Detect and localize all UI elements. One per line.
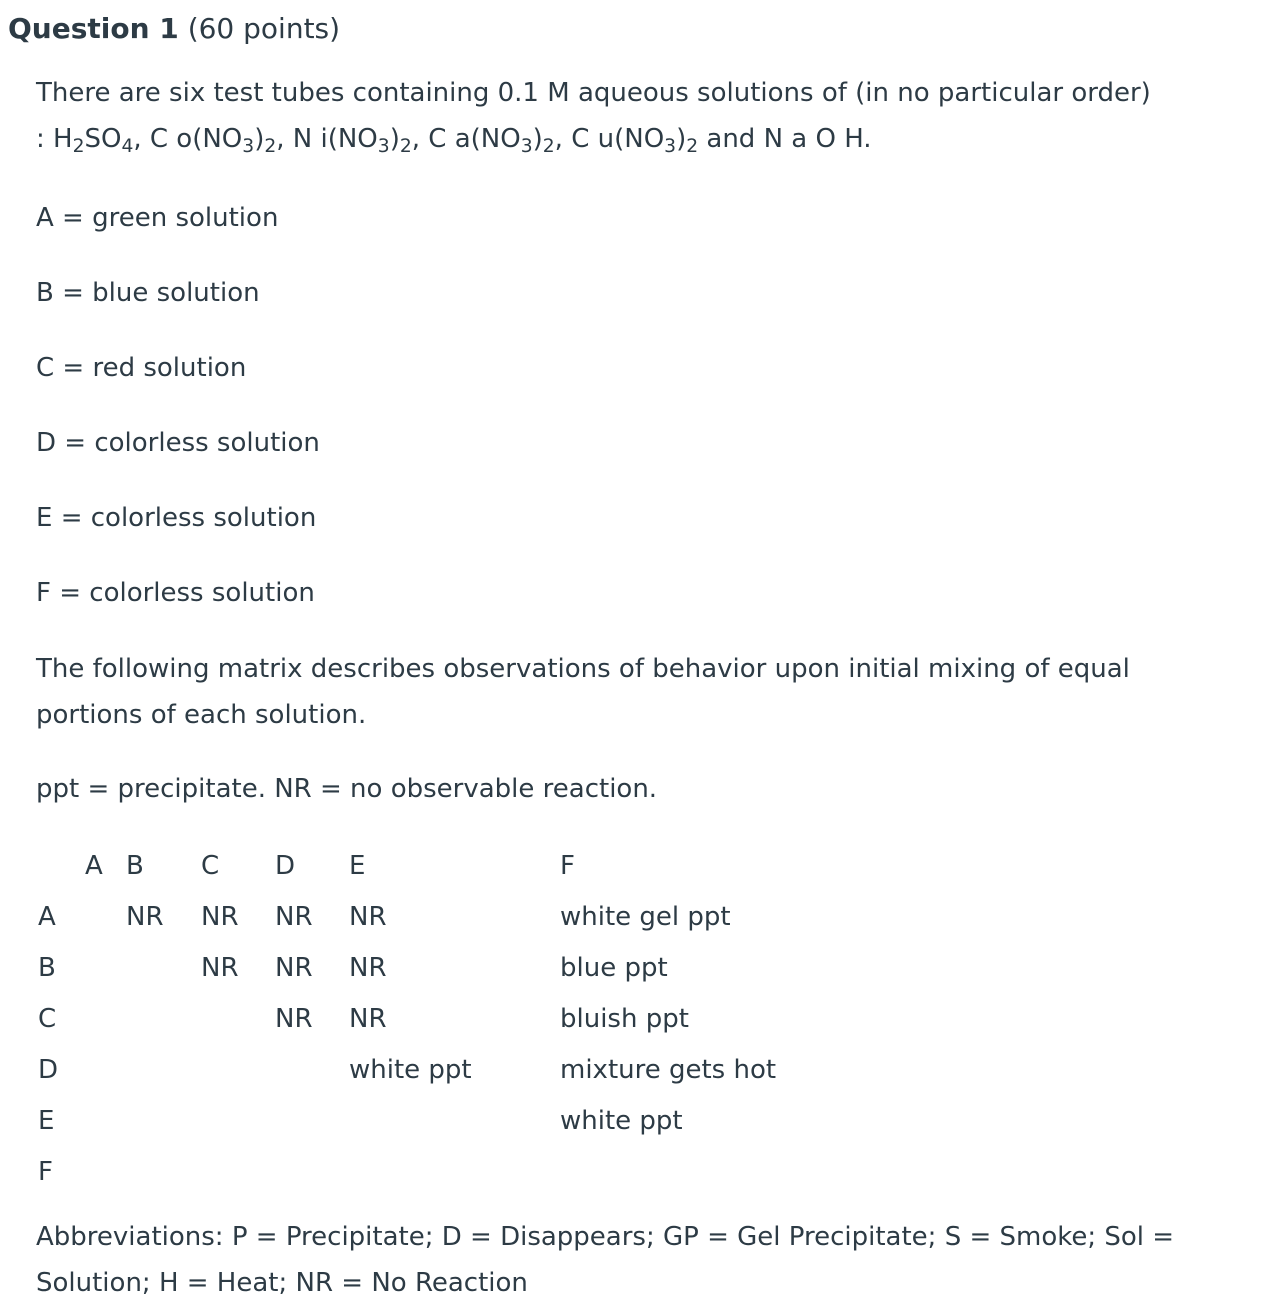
intro-line-1: There are six test tubes containing 0.1 M aqueous solutions of (in no particular order) [36, 78, 1151, 108]
formula-text: , N i(NO [276, 124, 378, 154]
matrix-col-header: B [126, 851, 144, 881]
formula-text: ) [389, 124, 400, 154]
matrix-row-header: E [38, 1106, 55, 1136]
intro-line-2 [36, 116, 1236, 162]
matrix-col-header: D [275, 851, 296, 881]
solution-b: B = blue solution [36, 278, 260, 308]
matrix-cell: NR [201, 902, 239, 932]
solution-d: D = colorless solution [36, 428, 320, 458]
intro-paragraph [36, 70, 1236, 162]
matrix-row-header: C [38, 1004, 57, 1034]
solution-c: C = red solution [36, 353, 247, 383]
formula-text: , C a(NO [411, 124, 521, 154]
matrix-cell: NR [201, 953, 239, 983]
formula-text: , C o(NO [133, 124, 243, 154]
matrix-cell: NR [275, 902, 313, 932]
formula-text: ) [254, 124, 265, 154]
matrix-row-header: B [38, 953, 56, 983]
matrix-cell: white gel ppt [560, 902, 731, 932]
matrix-row-header: A [38, 902, 56, 932]
matrix-col-header: E [349, 851, 366, 881]
subscript: 3 [520, 136, 533, 158]
solution-e: E = colorless solution [36, 503, 317, 533]
subscript: 4 [121, 136, 134, 158]
matrix-cell: NR [126, 902, 164, 932]
question-points: (60 points) [187, 12, 341, 45]
matrix-cell: NR [349, 953, 387, 983]
subscript: 2 [686, 136, 699, 158]
matrix-cell: white ppt [560, 1106, 683, 1136]
formula-text: SO [84, 124, 122, 154]
matrix-intro: The following matrix describes observations of behavior upon initial mixing of equal portions of each solution. [36, 654, 1130, 730]
matrix-row-header: F [38, 1157, 53, 1187]
question-title: Question 1 [8, 12, 179, 45]
matrix-cell: NR [349, 1004, 387, 1034]
matrix-cell: NR [275, 953, 313, 983]
matrix-cell: NR [275, 1004, 313, 1034]
legend-line: ppt = precipitate. NR = no observable reaction. [36, 774, 658, 804]
matrix-col-header: A [85, 851, 103, 881]
formula-text: ) [676, 124, 687, 154]
subscript: 3 [377, 136, 390, 158]
matrix-col-header: F [560, 851, 575, 881]
subscript: 2 [399, 136, 412, 158]
formula-text: and N a O H. [698, 124, 872, 154]
matrix-col-header: C [201, 851, 220, 881]
intro-prefix: : H [36, 124, 73, 154]
matrix-cell: blue ppt [560, 953, 668, 983]
matrix-row-header: D [38, 1055, 59, 1085]
subscript: 3 [242, 136, 255, 158]
subscript: 2 [72, 136, 85, 158]
solution-a: A = green solution [36, 203, 279, 233]
subscript: 2 [264, 136, 277, 158]
abbreviations: Abbreviations: P = Precipitate; D = Disappears; GP = Gel Precipitate; S = Smoke; Sol = Solution; H = Heat; NR = No Reaction [36, 1222, 1175, 1298]
subscript: 3 [664, 136, 677, 158]
formula-text: , C u(NO [554, 124, 665, 154]
matrix-cell: NR [349, 902, 387, 932]
matrix-cell: white ppt [349, 1055, 472, 1085]
question-header [8, 10, 340, 48]
matrix-cell: mixture gets hot [560, 1055, 777, 1085]
subscript: 2 [542, 136, 555, 158]
matrix-cell: bluish ppt [560, 1004, 689, 1034]
solution-f: F = colorless solution [36, 578, 315, 608]
formula-text: ) [532, 124, 543, 154]
